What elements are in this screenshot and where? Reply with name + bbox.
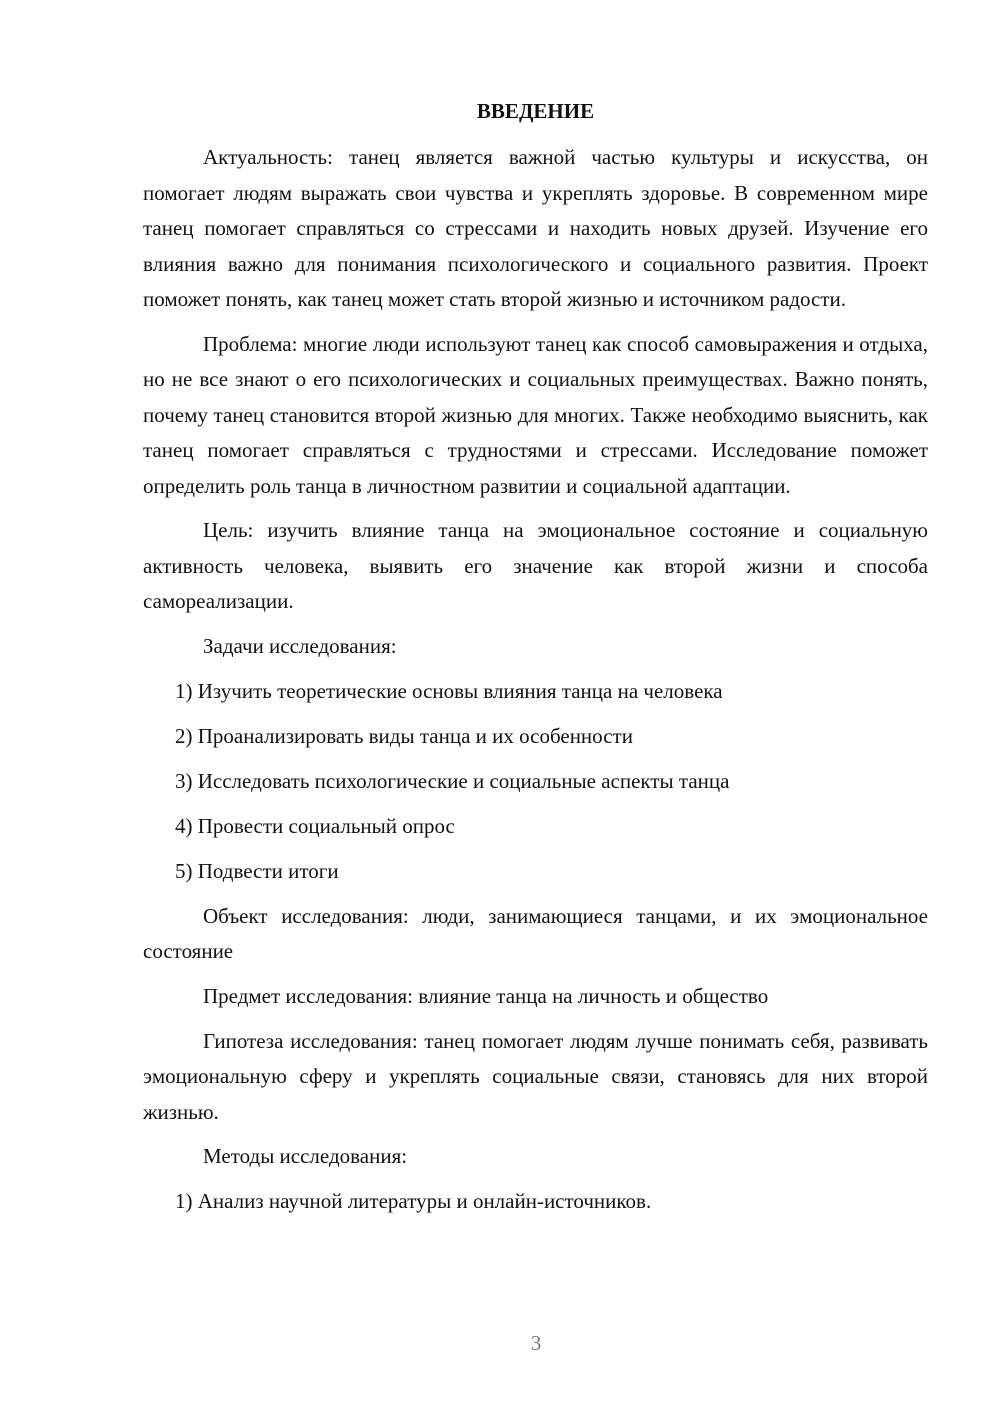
problem-paragraph: Проблема: многие люди используют танец как способ самовыражения и отдыха, но не все знают о его психологических и социальных преимуществах. Важно понять, почему танец становится второй жизнью для многих. Также необходимо выяснить, как танец помогает справляться с трудностями и стрессами. Исследование поможет определить роль танца в личностном развитии и социальной адаптации. — [143, 331, 928, 498]
tasks-heading: Задачи исследования: — [203, 633, 397, 658]
method-item-1: 1) Анализ научной литературы и онлайн-источников. — [175, 1189, 652, 1213]
document-body — [143, 140, 928, 1229]
page-number: 3 — [530, 1331, 542, 1355]
task-item-2: 2) Проанализировать виды танца и их особенности — [175, 723, 633, 748]
task-item-4: 4) Провести социальный опрос — [175, 813, 455, 838]
task-item-3: 3) Исследовать психологические и социальные аспекты танца — [175, 768, 730, 793]
object-paragraph: Объект исследования: люди, занимающиеся танцами, и их эмоциональное состояние — [143, 903, 928, 963]
task-item-1: 1) Изучить теоретические основы влияния танца на человека — [175, 678, 723, 703]
methods-list — [143, 1184, 928, 1220]
relevance-paragraph: Актуальность: танец является важной частью культуры и искусства, он помогает людям выражать свои чувства и укреплять здоровье. В современном мире танец помогает справляться со стрессами и находить новых друзей. Изучение его влияния важно для понимания психологического и социального развития. Проект поможет понять, как танец может стать второй жизнью и источником радости. — [143, 145, 928, 311]
methods-heading: Методы исследования: — [203, 1144, 408, 1168]
section-title: ВВЕДЕНИЕ — [476, 99, 595, 123]
subject-paragraph: Предмет исследования: влияние танца на личность и общество — [203, 983, 769, 1008]
tasks-list — [143, 674, 928, 890]
hypothesis-paragraph: Гипотеза исследования: танец помогает людям лучше понимать себя, развивать эмоциональную сферу и укреплять социальные связи, становясь для них второй жизнью. — [143, 1028, 928, 1124]
task-item-5: 5) Подвести итоги — [175, 858, 339, 883]
goal-paragraph: Цель: изучить влияние танца на эмоциональное состояние и социальную активность человека, выявить его значение как второй жизни и способа самореализации. — [143, 518, 928, 613]
